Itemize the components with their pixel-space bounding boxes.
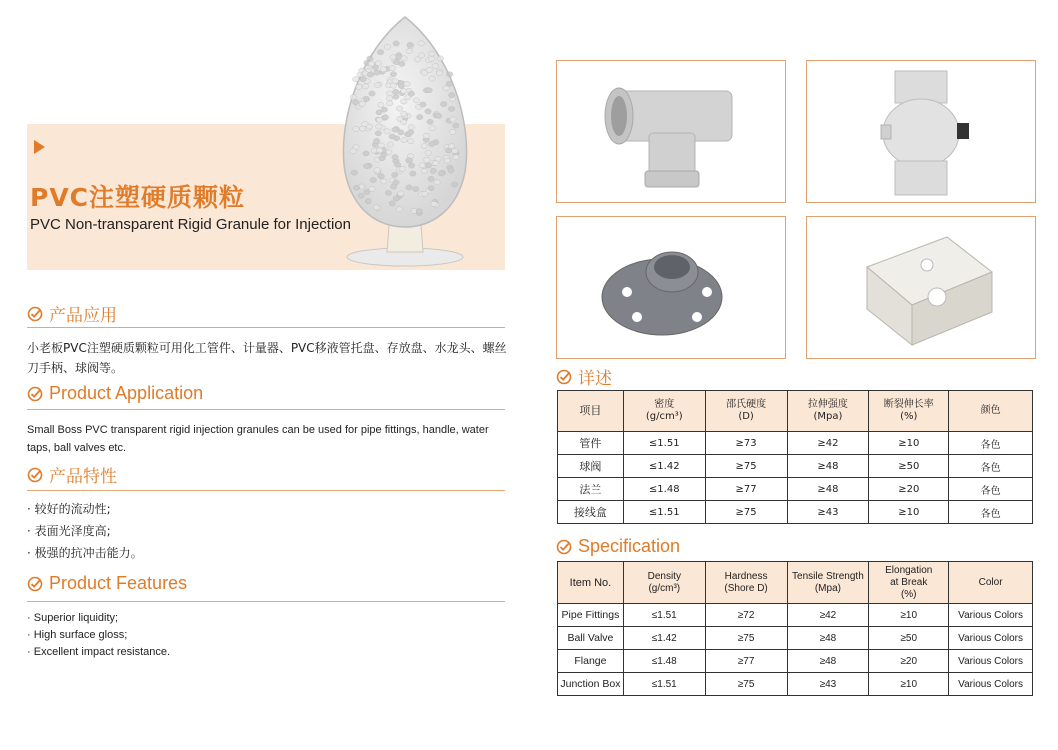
tee-fitting-image xyxy=(556,60,786,203)
granule-pellet xyxy=(425,150,431,155)
granule-pellet xyxy=(393,94,399,99)
granule-pellet xyxy=(431,201,437,206)
granule-pellet xyxy=(392,154,398,159)
check-circle-icon xyxy=(27,467,43,483)
table-cell: ≥43 xyxy=(787,673,869,696)
granule-pellet xyxy=(387,142,393,147)
granule-pellet xyxy=(386,96,392,101)
granule-pellet xyxy=(448,144,454,149)
table-cell: ≥48 xyxy=(787,455,869,478)
granule-pellet xyxy=(390,72,396,77)
table-cell: 各色 xyxy=(949,432,1033,455)
table-row xyxy=(558,455,1033,478)
details-title: 详述 xyxy=(578,369,612,389)
granule-pellet xyxy=(453,123,459,128)
granule-pellet xyxy=(367,72,373,77)
table-cell: ≥77 xyxy=(705,478,787,501)
granule-pellet xyxy=(430,126,436,131)
table-cell: Various Colors xyxy=(949,604,1033,627)
granule-pellet xyxy=(423,133,429,138)
table-row xyxy=(558,627,1033,650)
table-cell: ≥75 xyxy=(705,501,787,524)
granule-pellet xyxy=(389,201,395,206)
column-header: 拉伸强度 (Mpa) xyxy=(787,391,869,432)
table-header-row xyxy=(558,562,1033,604)
granule-pellet xyxy=(358,193,364,198)
granule-pellet xyxy=(448,168,454,173)
features-heading-cn xyxy=(27,462,117,487)
table-cell: ≥48 xyxy=(787,650,869,673)
granule-pellet xyxy=(427,119,433,124)
granule-pellet xyxy=(389,134,395,139)
granule-pellet xyxy=(356,84,362,89)
granule-pellet xyxy=(428,176,434,181)
divider xyxy=(27,327,505,328)
column-header: Hardness (Shore D) xyxy=(705,562,787,604)
granule-pellet xyxy=(444,158,450,163)
granule-pellet xyxy=(393,60,399,65)
granule-pellet xyxy=(350,95,356,100)
page-title-cn: PVC注塑硬质颗粒 xyxy=(30,183,246,212)
table-cell: Flange xyxy=(558,650,624,673)
table-row xyxy=(558,673,1033,696)
application-title-en: Product Application xyxy=(49,383,204,403)
column-header: Density (g/cm³) xyxy=(623,562,705,604)
table-cell: ≥43 xyxy=(787,501,869,524)
application-text-cn: 小老板PVC注塑硬质颗粒可用化工管件、计量器、PVC移液管托盘、存放盘、水龙头、螺丝刀手柄、球阀等。 xyxy=(27,341,507,375)
specification-title: Specification xyxy=(578,536,681,556)
table-row xyxy=(558,432,1033,455)
junction-box-image xyxy=(806,216,1036,359)
application-text-en: Small Boss PVC transparent rigid injection granules can be used for pipe fittings, handle, water taps, ball valves etc. xyxy=(27,424,489,454)
granule-pellet xyxy=(425,109,431,114)
granule-pellet xyxy=(380,67,386,72)
granule-pellet xyxy=(433,161,439,166)
check-circle-icon xyxy=(556,539,572,555)
granule-pellet xyxy=(410,171,416,176)
granule-pellet xyxy=(438,171,444,176)
granule-pellet xyxy=(365,199,371,204)
features-title-en: Product Features xyxy=(49,573,188,593)
granule-pellet xyxy=(437,56,443,61)
table-cell: ≤1.51 xyxy=(623,501,705,524)
table-cell: ≥10 xyxy=(869,673,949,696)
granule-pellet xyxy=(398,130,404,135)
granule-pellet xyxy=(435,113,441,118)
table-cell: Ball Valve xyxy=(558,627,624,650)
granule-pellet xyxy=(401,56,407,61)
granule-pellet xyxy=(390,55,396,60)
granule-pellet xyxy=(407,42,413,47)
granule-pellet xyxy=(408,91,414,96)
granule-pellet xyxy=(396,207,402,212)
table-cell: 法兰 xyxy=(558,478,624,501)
granule-pellet xyxy=(434,180,440,185)
features-list-cn xyxy=(27,498,143,564)
granule-pellet xyxy=(420,102,426,107)
granule-pellet xyxy=(364,163,370,168)
table-cell: ≥75 xyxy=(705,455,787,478)
granule-pellet xyxy=(386,91,392,96)
granule-pellet xyxy=(414,57,420,62)
granule-pellet xyxy=(392,78,398,83)
granule-pellet xyxy=(353,77,359,82)
table-cell: 各色 xyxy=(949,501,1033,524)
granule-pellet xyxy=(385,190,391,195)
table-cell: ≤1.48 xyxy=(623,650,705,673)
granule-pellet xyxy=(401,99,407,104)
granule-pellet xyxy=(401,88,407,93)
table-cell: Various Colors xyxy=(949,673,1033,696)
granule-pellet xyxy=(407,130,413,135)
granule-pellet xyxy=(376,117,382,122)
table-row xyxy=(558,478,1033,501)
list-item: · High surface gloss; xyxy=(27,627,170,644)
granule-pellet xyxy=(401,111,407,116)
granule-pellet xyxy=(393,180,399,185)
column-header: 颜色 xyxy=(949,391,1033,432)
granule-pellet xyxy=(421,144,427,149)
granule-pellet xyxy=(428,186,434,191)
divider xyxy=(27,601,505,602)
granule-pellet xyxy=(406,49,412,54)
table-cell: ≥20 xyxy=(869,650,949,673)
table-cell: ≥10 xyxy=(869,501,949,524)
table-cell: ≥42 xyxy=(787,604,869,627)
granule-pellet xyxy=(373,205,379,210)
granule-pellet xyxy=(440,101,446,106)
granule-pellet xyxy=(429,76,435,81)
application-heading-en xyxy=(27,383,203,404)
granule-pellet xyxy=(453,155,459,160)
list-item: · 极强的抗冲击能力。 xyxy=(27,542,143,564)
granule-pellet xyxy=(430,168,436,173)
granule-pellet xyxy=(362,122,368,127)
granule-pellet xyxy=(376,124,382,129)
granule-pellet xyxy=(353,126,359,131)
table-cell: ≥42 xyxy=(787,432,869,455)
granule-pellet xyxy=(416,209,422,214)
granule-pellet xyxy=(436,71,442,76)
granule-pellet xyxy=(362,84,368,89)
flange-image xyxy=(556,216,786,359)
table-cell: ≥50 xyxy=(869,627,949,650)
granule-pellet xyxy=(400,120,406,125)
table-cell: ≥72 xyxy=(705,604,787,627)
table-header-row xyxy=(558,391,1033,432)
application-heading-cn xyxy=(27,301,117,326)
granule-pellet xyxy=(425,163,431,168)
table-cell: ≤1.42 xyxy=(623,455,705,478)
page-title-en: PVC Non-transparent Rigid Granule for Injection xyxy=(30,216,351,233)
granule-pellet xyxy=(390,83,396,88)
table-cell: ≤1.51 xyxy=(623,673,705,696)
granule-pellet xyxy=(374,83,380,88)
table-cell: ≥10 xyxy=(869,432,949,455)
list-item: · 较好的流动性; xyxy=(27,498,143,520)
granule-pellet xyxy=(381,107,387,112)
check-circle-icon xyxy=(556,369,572,385)
table-cell: ≥77 xyxy=(705,650,787,673)
check-circle-icon xyxy=(27,386,43,402)
granule-pellet xyxy=(426,67,432,72)
divider xyxy=(27,490,505,491)
granule-pellet xyxy=(408,163,414,168)
list-item: · Superior liquidity; xyxy=(27,610,170,627)
granule-pellet xyxy=(429,51,435,56)
table-cell: ≤1.51 xyxy=(623,432,705,455)
check-circle-icon xyxy=(27,576,43,592)
granule-pellet xyxy=(370,177,376,182)
granule-pellet xyxy=(375,131,381,136)
granule-pellet xyxy=(393,196,399,201)
table-cell: ≥48 xyxy=(787,627,869,650)
granule-pellet xyxy=(413,186,419,191)
granule-pellet xyxy=(377,50,383,55)
granule-pellet xyxy=(368,61,374,66)
granule-pellet xyxy=(393,89,399,94)
table-cell: 管件 xyxy=(558,432,624,455)
granule-pellet xyxy=(421,168,427,173)
granule-pellet xyxy=(373,138,379,143)
granule-pellet xyxy=(353,185,359,190)
granule-pellet xyxy=(384,44,390,49)
granule-pellet xyxy=(399,166,405,171)
granule-pellet xyxy=(352,100,358,105)
application-title-cn: 产品应用 xyxy=(49,306,117,326)
granule-pellet xyxy=(351,170,357,175)
table-row xyxy=(558,604,1033,627)
table-row xyxy=(558,501,1033,524)
granule-pellet xyxy=(386,101,392,106)
granule-pellet xyxy=(384,129,390,134)
granule-pellet xyxy=(406,158,412,163)
list-item: · 表面光泽度高; xyxy=(27,520,143,542)
table-cell: ≥48 xyxy=(787,478,869,501)
granule-pellet xyxy=(450,129,456,134)
table-cell: 各色 xyxy=(949,455,1033,478)
column-header: Color xyxy=(949,562,1033,604)
granule-pellet xyxy=(382,115,388,120)
table-cell: ≥73 xyxy=(705,432,787,455)
granule-pellet xyxy=(378,143,384,148)
granule-pellet xyxy=(376,148,382,153)
column-header: Item No. xyxy=(558,562,624,604)
granule-pellet xyxy=(443,86,449,91)
play-arrow-icon xyxy=(34,140,45,154)
granule-pellet xyxy=(422,191,428,196)
granule-pellet xyxy=(398,83,404,88)
granule-pellet xyxy=(417,115,423,120)
table-cell: ≤1.48 xyxy=(623,478,705,501)
granule-pellet xyxy=(428,56,434,61)
table-cell: Pipe Fittings xyxy=(558,604,624,627)
granule-pellet xyxy=(353,144,359,149)
table-cell: ≤1.42 xyxy=(623,627,705,650)
specification-table-en xyxy=(557,561,1033,696)
table-cell: Various Colors xyxy=(949,650,1033,673)
column-header: 邵氏硬度 (D) xyxy=(705,391,787,432)
granule-pellet xyxy=(360,77,366,82)
column-header: 密度 (g/cm³) xyxy=(623,391,705,432)
granule-pellet xyxy=(394,162,400,167)
column-header: Tensile Strength (Mpa) xyxy=(787,562,869,604)
specification-heading xyxy=(556,536,680,557)
granule-flask-image xyxy=(335,12,475,267)
granule-pellet xyxy=(393,41,399,46)
features-list-en xyxy=(27,610,170,661)
granule-pellet xyxy=(374,168,380,173)
granule-pellet xyxy=(426,88,432,93)
granule-pellet xyxy=(374,70,380,75)
table-cell: 各色 xyxy=(949,478,1033,501)
table-cell: ≥75 xyxy=(705,673,787,696)
granule-pellet xyxy=(408,139,414,144)
granule-pellet xyxy=(396,106,402,111)
granule-pellet xyxy=(413,98,419,103)
column-header: 项目 xyxy=(558,391,624,432)
table-cell: Junction Box xyxy=(558,673,624,696)
granule-pellet xyxy=(424,157,430,162)
granule-pellet xyxy=(363,151,369,156)
granule-pellet xyxy=(451,182,457,187)
granule-pellet xyxy=(389,65,395,70)
features-title-cn: 产品特性 xyxy=(49,467,117,487)
granule-pellet xyxy=(450,117,456,122)
table-cell: ≤1.51 xyxy=(623,604,705,627)
ball-valve-image xyxy=(806,60,1036,203)
granule-pellet xyxy=(432,63,438,68)
granule-pellet xyxy=(452,148,458,153)
features-heading-en xyxy=(27,573,187,594)
granule-pellet xyxy=(381,179,387,184)
column-header: 断裂伸长率 (%) xyxy=(869,391,949,432)
granule-pellet xyxy=(369,91,375,96)
granule-pellet xyxy=(449,93,455,98)
table-cell: ≥50 xyxy=(869,455,949,478)
table-cell: 接线盒 xyxy=(558,501,624,524)
granule-pellet xyxy=(363,96,369,101)
divider xyxy=(27,409,505,410)
table-cell: ≥20 xyxy=(869,478,949,501)
granule-pellet xyxy=(419,163,425,168)
check-circle-icon xyxy=(27,306,43,322)
granule-pellet xyxy=(404,81,410,86)
granule-pellet xyxy=(392,127,398,132)
table-cell: ≥10 xyxy=(869,604,949,627)
list-item: · Excellent impact resistance. xyxy=(27,644,170,661)
table-row xyxy=(558,650,1033,673)
details-heading xyxy=(556,364,612,389)
table-cell: Various Colors xyxy=(949,627,1033,650)
table-cell: ≥75 xyxy=(705,627,787,650)
table-cell: 球阀 xyxy=(558,455,624,478)
granule-pellet xyxy=(418,41,424,46)
granule-pellet xyxy=(401,138,407,143)
column-header: Elongation at Break (%) xyxy=(869,562,949,604)
details-table-cn xyxy=(557,390,1033,524)
granule-pellet xyxy=(406,185,412,190)
granule-pellet xyxy=(446,72,452,77)
granule-pellet xyxy=(408,125,414,130)
granule-pellet xyxy=(429,141,435,146)
granule-pellet xyxy=(398,191,404,196)
granule-pellet xyxy=(378,102,384,107)
granule-pellet xyxy=(448,106,454,111)
granule-pellet xyxy=(369,186,375,191)
granule-pellet xyxy=(378,174,384,179)
